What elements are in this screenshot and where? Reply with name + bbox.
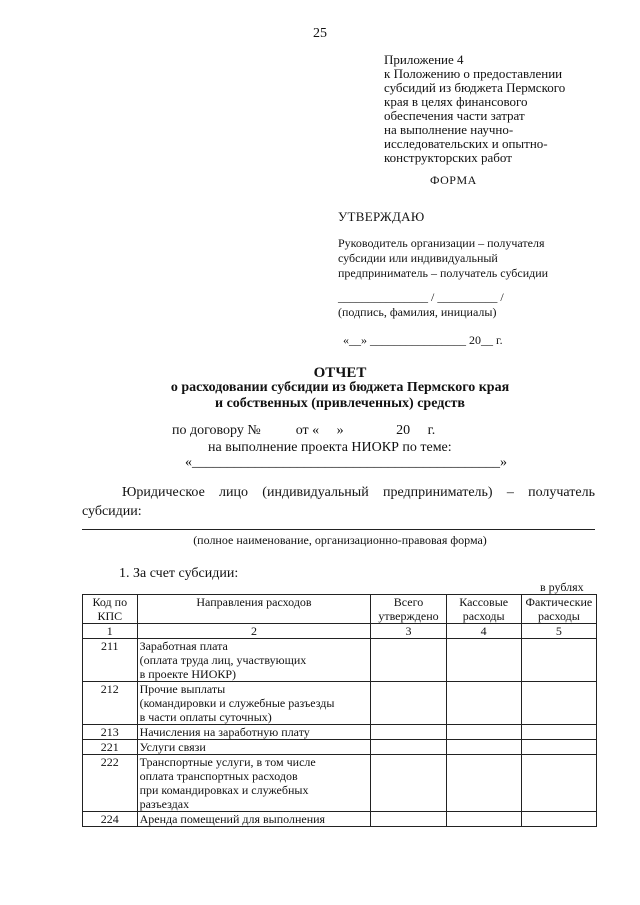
actual-cell[interactable] [521, 755, 596, 812]
cash-cell[interactable] [446, 812, 521, 827]
appendix-line: исследовательских и опытно- [384, 136, 548, 151]
row-code: 221 [83, 740, 138, 755]
table-row [83, 725, 597, 740]
signature-line: _______________ / __________ / [338, 290, 504, 304]
row-direction-line: Начисления на заработную плату [139, 725, 310, 739]
approver-title [338, 236, 598, 281]
cash-cell[interactable] [446, 740, 521, 755]
topic-line: «____________________________________________» [185, 455, 507, 470]
expense-table [82, 594, 597, 827]
cash-cell[interactable] [446, 639, 521, 682]
row-direction-line: при командировках и служебных [139, 783, 309, 797]
actual-cell[interactable] [521, 725, 596, 740]
row-direction-line: оплата транспортных расходов [139, 769, 298, 783]
row-direction-line: Прочие выплаты [139, 682, 226, 696]
row-code: 213 [83, 725, 138, 740]
header-approved: Всего утверждено [371, 595, 446, 624]
row-code: 212 [83, 682, 138, 725]
recipient-caption: (полное наименование, организационно-правовая форма) [193, 533, 487, 547]
approved-cell[interactable] [371, 755, 446, 812]
row-code: 211 [83, 639, 138, 682]
approver-line: предприниматель – получатель субсидии [338, 266, 549, 280]
approver-line: субсидии или индивидуальный [338, 251, 498, 265]
table-row [83, 682, 597, 725]
report-subtitle [0, 380, 640, 412]
row-code: 224 [83, 812, 138, 827]
recipient-text: Юридическое лицо (индивидуальный предприниматель) – получатель субсидии: [82, 485, 595, 519]
row-direction [137, 812, 371, 827]
appendix-line: к Положению о предоставлении [384, 66, 563, 81]
appendix-line: на выполнение научно- [384, 122, 514, 137]
approved-cell[interactable] [371, 682, 446, 725]
contract-line: по договору № от « » 20 г. [172, 423, 436, 438]
actual-cell[interactable] [521, 740, 596, 755]
appendix-note [384, 53, 624, 165]
row-direction-line: Услуги связи [139, 740, 206, 754]
row-direction [137, 639, 371, 682]
actual-cell[interactable] [521, 639, 596, 682]
column-number: 2 [137, 624, 371, 639]
row-direction-line: в проекте НИОКР) [139, 667, 237, 681]
signature-caption: (подпись, фамилия, инициалы) [338, 305, 497, 319]
actual-cell[interactable] [521, 812, 596, 827]
row-direction [137, 682, 371, 725]
approval-date-line: «__» ________________ 20__ г. [343, 333, 503, 347]
row-direction [137, 755, 371, 812]
project-line: на выполнение проекта НИОКР по теме: [208, 440, 452, 455]
row-direction [137, 725, 371, 740]
table-row [83, 639, 597, 682]
appendix-line: конструкторских работ [384, 150, 512, 165]
row-direction-line: Транспортные услуги, в том числе [139, 755, 316, 769]
row-direction [137, 740, 371, 755]
row-code: 222 [83, 755, 138, 812]
approver-line: Руководитель организации – получателя [338, 236, 545, 250]
approved-cell[interactable] [371, 740, 446, 755]
cash-cell[interactable] [446, 755, 521, 812]
appendix-line: обеспечения части затрат [384, 108, 525, 123]
section-title: 1. За счет субсидии: [119, 566, 239, 581]
header-direction: Направления расходов [137, 595, 371, 624]
table-row [83, 740, 597, 755]
actual-cell[interactable] [521, 682, 596, 725]
page-number: 25 [313, 26, 327, 41]
appendix-line: края в целях финансового [384, 94, 528, 109]
approval-heading: УТВЕРЖДАЮ [338, 209, 425, 224]
column-number-row [83, 624, 597, 639]
cash-cell[interactable] [446, 682, 521, 725]
row-direction-line: (командировки и служебные разъезды [139, 696, 335, 710]
table-row [83, 812, 597, 827]
appendix-line: субсидий из бюджета Пермского [384, 80, 566, 95]
table-header-row [83, 595, 597, 624]
approved-cell[interactable] [371, 639, 446, 682]
column-number: 1 [83, 624, 138, 639]
recipient-name-rule [82, 529, 595, 530]
header-cash: Кассовые расходы [446, 595, 521, 624]
report-subtitle-line: и собственных (привлеченных) средств [215, 396, 465, 411]
column-number: 3 [371, 624, 446, 639]
column-number: 5 [521, 624, 596, 639]
appendix-line: Приложение 4 [384, 52, 464, 67]
row-direction-line: (оплата труда лиц, участвующих [139, 653, 307, 667]
approved-cell[interactable] [371, 812, 446, 827]
units-label: в рублях [540, 580, 584, 594]
header-code: Код по КПС [83, 595, 138, 624]
cash-cell[interactable] [446, 725, 521, 740]
table-row [83, 755, 597, 812]
row-direction-line: Заработная плата [139, 639, 228, 653]
approved-cell[interactable] [371, 725, 446, 740]
report-subtitle-line: о расходовании субсидии из бюджета Пермского края [170, 380, 510, 395]
form-label: ФОРМА [430, 173, 477, 187]
row-direction-line: Аренда помещений для выполнения [139, 812, 326, 826]
column-number: 4 [446, 624, 521, 639]
row-direction-line: разъездах [139, 797, 190, 811]
row-direction-line: в части оплаты суточных) [139, 710, 272, 724]
report-title: ОТЧЕТ [313, 365, 367, 381]
header-actual: Фактические расходы [521, 595, 596, 624]
